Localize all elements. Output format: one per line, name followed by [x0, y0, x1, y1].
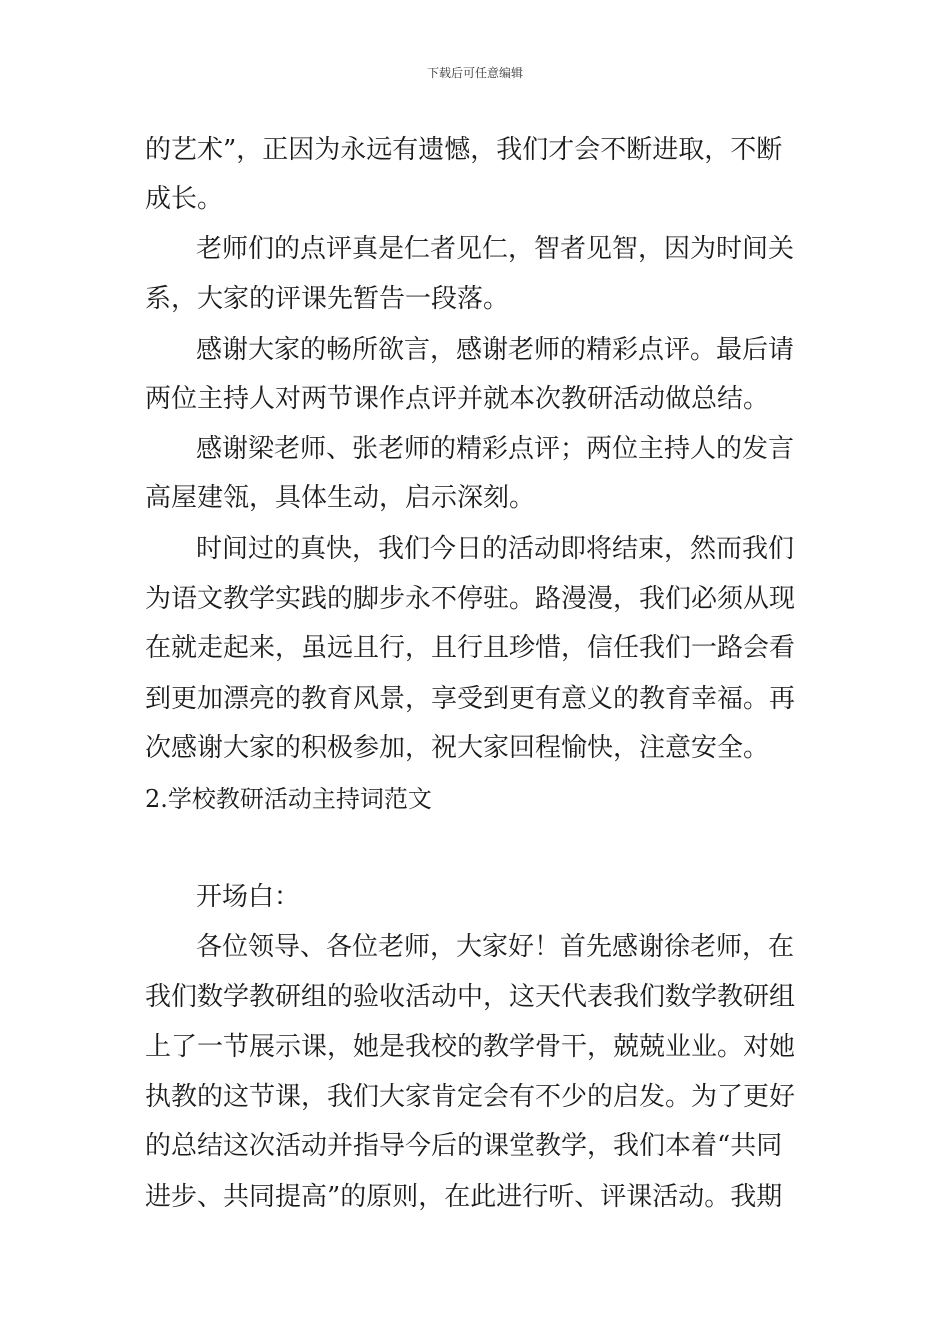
text-line: 进步、共同提高”的原则，在此进行听、评课活动。我期	[145, 1182, 783, 1212]
text-line: 各位领导、各位老师，大家好！首先感谢徐老师，在	[196, 932, 795, 962]
text-line: 系，大家的评课先暂告一段落。	[145, 284, 510, 314]
text-line: 两位主持人对两节课作点评并就本次教研活动做总结。	[145, 384, 770, 414]
section-heading: 2.学校教研活动主持词范文	[145, 785, 432, 813]
text-line: 高屋建瓴，具体生动，启示深刻。	[145, 483, 536, 513]
text-line: 老师们的点评真是仁者见仁，智者见智，因为时间关	[196, 234, 795, 264]
text-line: 感谢大家的畅所欲言，感谢老师的精彩点评。最后请	[196, 335, 795, 365]
text-line: 为语文教学实践的脚步永不停驻。路漫漫，我们必须从现	[145, 584, 796, 614]
text-line: 的总结这次活动并指导今后的课堂教学，我们本着“共同	[145, 1131, 783, 1161]
text-line: 感谢梁老师、张老师的精彩点评；两位主持人的发言	[196, 434, 795, 464]
text-line: 时间过的真快，我们今日的活动即将结束，然而我们	[196, 534, 795, 564]
page-header: 下载后可任意编辑	[426, 66, 523, 80]
text-line: 在就走起来，虽远且行，且行且珍惜，信任我们一路会看	[145, 633, 796, 663]
text-line: 成长。	[145, 184, 224, 214]
text-line: 到更加漂亮的教育风景，享受到更有意义的教育幸福。再	[145, 684, 796, 714]
text-line: 次感谢大家的积极参加，祝大家回程愉快，注意安全。	[145, 733, 770, 763]
text-line: 执教的这节课，我们大家肯定会有不少的启发。为了更好	[145, 1082, 796, 1112]
text-line: 的艺术”，正因为永远有遗憾，我们才会不断进取，不断	[145, 135, 783, 165]
text-line: 上了一节展示课，她是我校的教学骨干，兢兢业业。对她	[145, 1032, 796, 1062]
text-line: 我们数学教研组的验收活动中，这天代表我们数学教研组	[145, 982, 796, 1012]
text-line: 开场白：	[196, 882, 301, 912]
